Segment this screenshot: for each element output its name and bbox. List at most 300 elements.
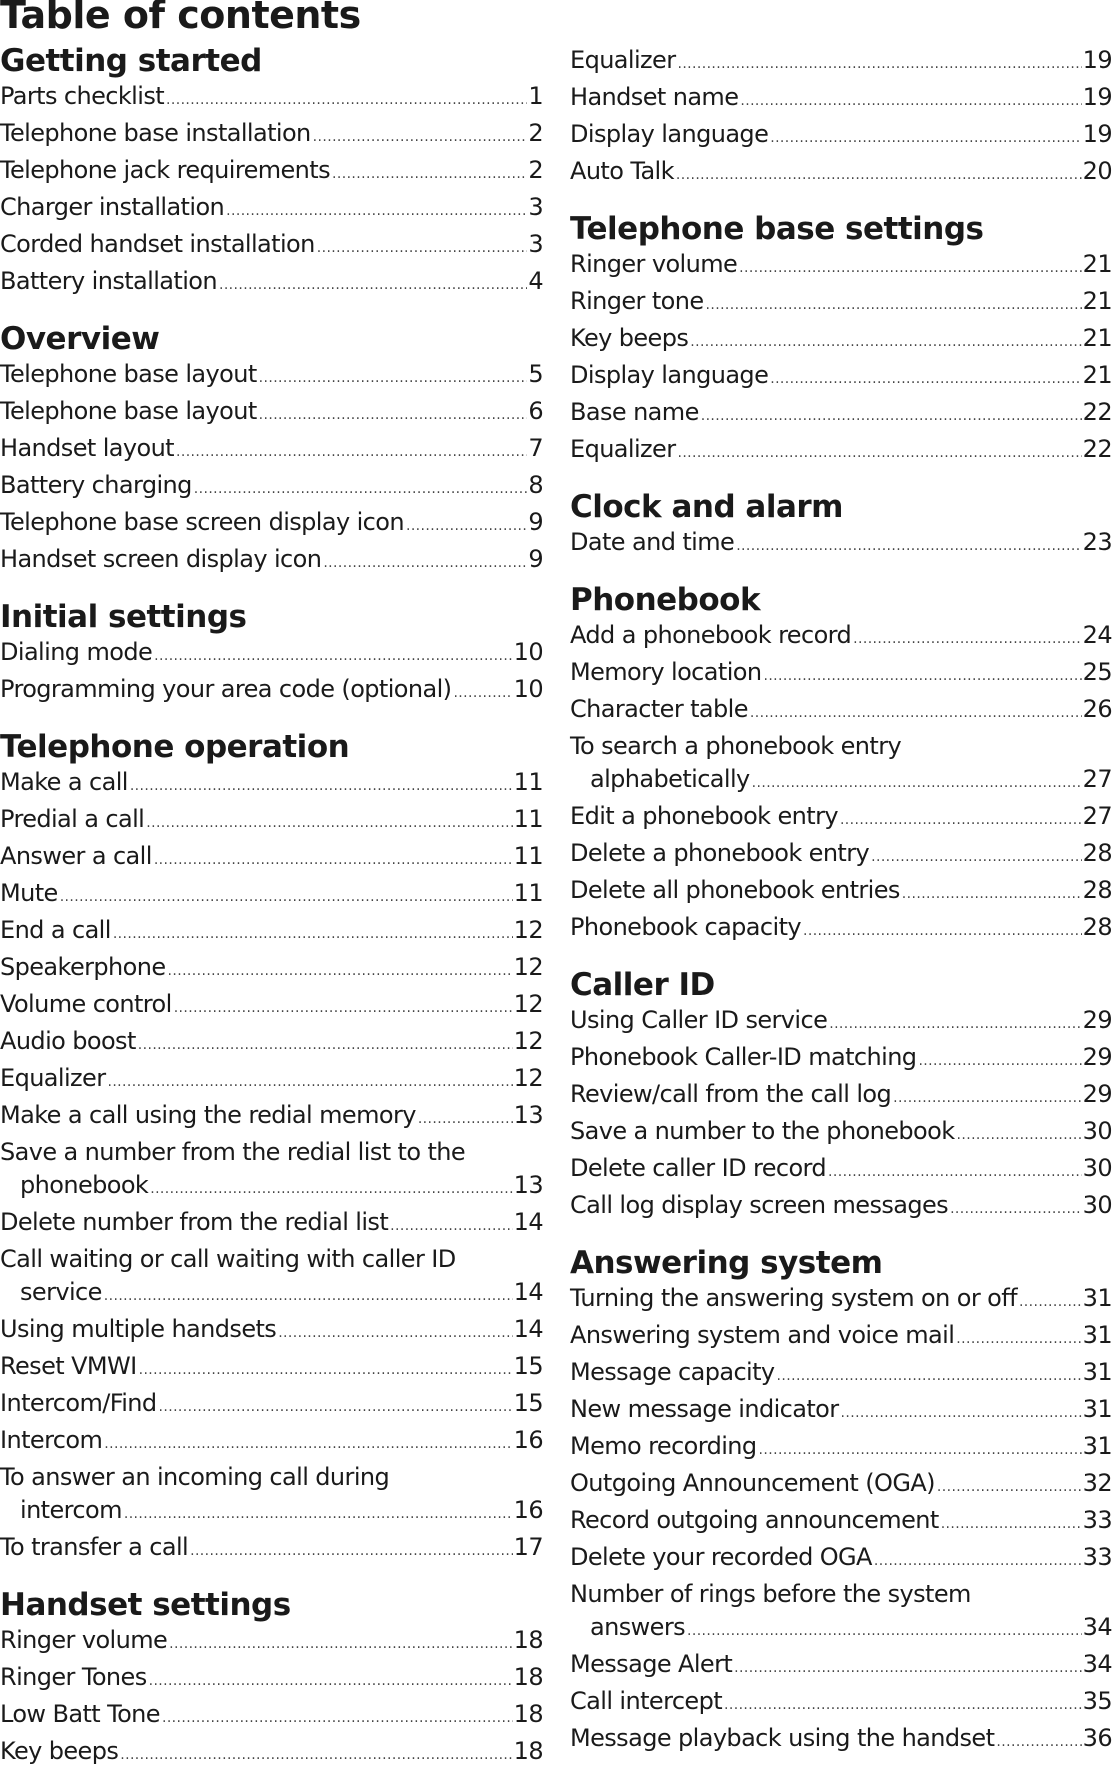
toc-column-left <box>0 42 543 1772</box>
toc-entry[interactable] <box>570 1282 1112 1319</box>
toc-page-number: 3 <box>528 230 543 258</box>
toc-entry[interactable] <box>0 80 543 117</box>
dot-leader <box>706 289 1082 322</box>
toc-entry[interactable] <box>0 1735 543 1772</box>
toc-entry[interactable] <box>0 543 543 580</box>
toc-page-number: 31 <box>1082 1432 1112 1460</box>
toc-section-handset-settings <box>0 1586 543 1772</box>
dot-leader <box>956 1323 1081 1356</box>
dot-leader <box>941 1508 1082 1541</box>
toc-entry[interactable] <box>570 1004 1112 1041</box>
toc-entry-row <box>570 1611 1112 1648</box>
toc-page-number: 11 <box>513 768 543 796</box>
toc-page-number: 19 <box>1082 120 1112 148</box>
toc-entry[interactable] <box>0 988 543 1025</box>
toc-entry-title: New message indicator <box>570 1395 839 1423</box>
toc-entry[interactable] <box>570 322 1112 359</box>
toc-entry[interactable] <box>570 1115 1112 1152</box>
toc-entry[interactable] <box>0 1698 543 1735</box>
dot-leader <box>770 363 1081 396</box>
dot-leader <box>169 1628 512 1661</box>
toc-page-number: 18 <box>513 1700 543 1728</box>
toc-entry-title: Handset screen display icon <box>0 545 322 573</box>
toc-entry[interactable] <box>0 1387 543 1424</box>
dot-leader <box>871 841 1082 874</box>
toc-page-number: 35 <box>1082 1687 1112 1715</box>
toc-entry-title: Ringer volume <box>0 1626 168 1654</box>
toc-entry[interactable] <box>0 265 543 302</box>
dot-leader <box>406 510 527 543</box>
dot-leader <box>770 122 1081 155</box>
toc-entry-title: Telephone base screen display icon <box>0 508 404 536</box>
toc-entry-title: Number of rings before the system <box>570 1580 971 1608</box>
toc-entry[interactable] <box>0 1025 543 1062</box>
toc-entry[interactable] <box>570 911 1112 948</box>
toc-entry[interactable] <box>0 358 543 395</box>
toc-page-number: 11 <box>513 805 543 833</box>
toc-entry-title: Reset VMWI <box>0 1352 137 1380</box>
toc-entry-title: Intercom/Find <box>0 1389 157 1417</box>
toc-entry-title: Answering system and voice mail <box>570 1321 955 1349</box>
toc-page-number: 28 <box>1082 839 1112 867</box>
dot-leader <box>734 1652 1082 1685</box>
toc-entry-title: Ringer Tones <box>0 1663 147 1691</box>
toc-entry-title: Equalizer <box>570 435 676 463</box>
toc-page-number: 27 <box>1082 802 1112 830</box>
toc-entry-title: Delete number from the redial list <box>0 1208 389 1236</box>
toc-page-number: 17 <box>513 1533 543 1561</box>
dot-leader <box>937 1471 1082 1504</box>
toc-entry-title: Corded handset installation <box>0 230 315 258</box>
toc-entry[interactable] <box>0 803 543 840</box>
toc-entry-title: Auto Talk <box>570 157 674 185</box>
toc-page-number: 28 <box>1082 913 1112 941</box>
toc-page-number: 19 <box>1082 83 1112 111</box>
toc-page-number: 28 <box>1082 876 1112 904</box>
dot-leader <box>174 992 513 1025</box>
toc-page-number: 34 <box>1082 1650 1112 1678</box>
toc-entry-title: Display language <box>570 361 769 389</box>
dot-leader <box>259 362 528 395</box>
toc-page-number: 13 <box>513 1171 543 1199</box>
toc-entry[interactable] <box>570 248 1112 285</box>
dot-leader <box>677 437 1081 470</box>
toc-entry[interactable] <box>570 1152 1112 1189</box>
toc-entry-row <box>0 1494 543 1531</box>
toc-page-number: 19 <box>1082 46 1112 74</box>
toc-entry[interactable] <box>0 673 543 710</box>
toc-entry[interactable] <box>570 730 1112 800</box>
toc-page-number: 29 <box>1082 1043 1112 1071</box>
dot-leader <box>278 1317 512 1350</box>
toc-entry[interactable] <box>0 1099 543 1136</box>
toc-entry[interactable] <box>570 433 1112 470</box>
dot-leader <box>740 85 1081 118</box>
section-heading: Overview <box>0 321 160 357</box>
toc-page-number: 2 <box>528 119 543 147</box>
toc-entry[interactable] <box>570 1541 1112 1578</box>
dot-leader <box>149 1665 513 1698</box>
toc-page-number: 20 <box>1082 157 1112 185</box>
dot-leader <box>724 1689 1082 1722</box>
toc-page-number: 31 <box>1082 1358 1112 1386</box>
toc-section-answering-system <box>570 1244 1112 1759</box>
toc-entry-row <box>570 763 1112 800</box>
toc-entry[interactable] <box>0 1424 543 1461</box>
dot-leader <box>120 1739 512 1772</box>
toc-page-number: 21 <box>1082 250 1112 278</box>
toc-page-number: 29 <box>1082 1006 1112 1034</box>
dot-leader <box>176 436 527 469</box>
toc-page-number: 2 <box>528 156 543 184</box>
toc-entry[interactable] <box>0 432 543 469</box>
toc-entry-title: Save a number to the phonebook <box>570 1117 955 1145</box>
toc-entry-title: Parts checklist <box>0 82 165 110</box>
toc-page-number: 32 <box>1082 1469 1112 1497</box>
toc-page-number: 15 <box>513 1352 543 1380</box>
toc-page-number: 10 <box>513 675 543 703</box>
toc-page-number: 12 <box>513 1027 543 1055</box>
toc-entry-title: Handset layout <box>0 434 174 462</box>
toc-entry-title: Using multiple handsets <box>0 1315 277 1343</box>
toc-column-right <box>570 44 1112 1759</box>
toc-entry-title: Predial a call <box>0 805 145 833</box>
dot-leader <box>1019 1286 1082 1319</box>
toc-entry-title: Battery charging <box>0 471 192 499</box>
toc-entry[interactable] <box>0 636 543 673</box>
toc-entry-title: Call waiting or call waiting with caller ID <box>0 1245 456 1273</box>
dot-leader <box>453 677 512 710</box>
dot-leader <box>317 232 528 265</box>
toc-page-number: 31 <box>1082 1321 1112 1349</box>
toc-entry-title: Phonebook capacity <box>570 913 801 941</box>
toc-entry-title: Ringer tone <box>570 287 704 315</box>
toc-page-number: 30 <box>1082 1154 1112 1182</box>
dot-leader <box>690 326 1081 359</box>
toc-entry-title: Volume control <box>0 990 172 1018</box>
toc-entry[interactable] <box>570 1685 1112 1722</box>
dot-leader <box>154 844 513 877</box>
toc-entry-title: Display language <box>570 120 769 148</box>
toc-entry[interactable] <box>570 44 1112 81</box>
toc-entry-title: intercom <box>20 1496 122 1524</box>
dot-leader <box>950 1193 1082 1226</box>
toc-entry-title: Programming your area code (optional) <box>0 675 452 703</box>
toc-entry[interactable] <box>0 1206 543 1243</box>
toc-entry-title: Message playback using the handset <box>570 1724 995 1752</box>
toc-entry[interactable] <box>570 1078 1112 1115</box>
toc-page-number: 14 <box>513 1278 543 1306</box>
toc-section-getting-started <box>0 42 543 302</box>
toc-entry-title: service <box>20 1278 102 1306</box>
toc-page-number: 16 <box>513 1426 543 1454</box>
toc-entry[interactable] <box>570 619 1112 656</box>
toc-entry-title: Answer a call <box>0 842 152 870</box>
dot-leader <box>154 640 513 673</box>
toc-page-number: 11 <box>513 879 543 907</box>
dot-leader <box>739 252 1081 285</box>
toc-entry-title: Intercom <box>0 1426 103 1454</box>
toc-entry[interactable] <box>570 1430 1112 1467</box>
toc-entry[interactable] <box>570 155 1112 192</box>
dot-leader <box>168 955 513 988</box>
dot-leader <box>418 1103 513 1136</box>
toc-entry-title: Key beeps <box>0 1737 119 1765</box>
toc-entry-title: To answer an incoming call during <box>0 1463 390 1491</box>
toc-page-number: 12 <box>513 990 543 1018</box>
section-heading: Clock and alarm <box>570 489 843 525</box>
toc-entry[interactable] <box>570 1319 1112 1356</box>
toc-entry[interactable] <box>570 1578 1112 1648</box>
toc-entry-title: Dialing mode <box>0 638 153 666</box>
dot-leader <box>803 915 1082 948</box>
toc-page-number: 31 <box>1082 1395 1112 1423</box>
toc-entry-title: Delete caller ID record <box>570 1154 827 1182</box>
toc-entry[interactable] <box>0 1531 543 1568</box>
toc-entry-row <box>0 1276 543 1313</box>
toc-entry[interactable] <box>570 1467 1112 1504</box>
dot-leader <box>752 767 1082 800</box>
toc-entry-row <box>0 1169 543 1206</box>
toc-entry[interactable] <box>570 1648 1112 1685</box>
toc-entry-title: alphabetically <box>590 765 750 793</box>
dot-leader <box>138 1029 513 1062</box>
toc-entry[interactable] <box>0 1243 543 1313</box>
dot-leader <box>750 697 1082 730</box>
toc-page-number: 22 <box>1082 398 1112 426</box>
toc-entry[interactable] <box>570 359 1112 396</box>
toc-entry-title: Make a call using the redial memory <box>0 1101 416 1129</box>
toc-section-overview <box>0 320 543 580</box>
toc-entry[interactable] <box>0 1062 543 1099</box>
dot-leader <box>104 1280 513 1313</box>
toc-entry[interactable] <box>570 1356 1112 1393</box>
toc-page-number: 11 <box>513 842 543 870</box>
toc-page-number: 7 <box>528 434 543 462</box>
toc-entry[interactable] <box>0 506 543 543</box>
toc-entry[interactable] <box>0 469 543 506</box>
toc-section-telephone-operation <box>0 728 543 1568</box>
toc-entry-title: Low Batt Tone <box>0 1700 160 1728</box>
toc-page-number: 27 <box>1082 765 1112 793</box>
toc-entry-title: Audio boost <box>0 1027 136 1055</box>
dot-leader <box>323 547 527 580</box>
dot-leader <box>104 1428 512 1461</box>
section-heading: Caller ID <box>570 967 715 1003</box>
toc-entry[interactable] <box>570 1504 1112 1541</box>
toc-entry[interactable] <box>0 951 543 988</box>
toc-entry[interactable] <box>0 1350 543 1387</box>
dot-leader <box>840 804 1082 837</box>
toc-page-number: 33 <box>1082 1543 1112 1571</box>
toc-entry[interactable] <box>570 285 1112 322</box>
toc-page-number: 24 <box>1082 621 1112 649</box>
toc-entry[interactable] <box>0 1461 543 1531</box>
toc-page-number: 4 <box>528 267 543 295</box>
toc-entry-title: Telephone base layout <box>0 397 257 425</box>
toc-entry-title: End a call <box>0 916 111 944</box>
dot-leader <box>159 1391 513 1424</box>
toc-entry[interactable] <box>570 396 1112 433</box>
dot-leader <box>107 1066 512 1099</box>
toc-page-number: 34 <box>1082 1613 1112 1641</box>
dot-leader <box>139 1354 513 1387</box>
toc-entry[interactable] <box>0 1313 543 1350</box>
dot-leader <box>677 48 1081 81</box>
dot-leader <box>150 1173 512 1206</box>
toc-page-number: 26 <box>1082 695 1112 723</box>
toc-entry-title: Delete all phonebook entries <box>570 876 900 904</box>
page-title: Table of contents <box>0 0 361 37</box>
toc-entry-title: Equalizer <box>0 1064 106 1092</box>
toc-entry[interactable] <box>570 526 1112 563</box>
toc-page-number: 30 <box>1082 1117 1112 1145</box>
toc-entry-title: Telephone jack requirements <box>0 156 331 184</box>
toc-entry[interactable] <box>0 766 543 803</box>
toc-entry-title: Add a phonebook record <box>570 621 852 649</box>
toc-entry[interactable] <box>570 837 1112 874</box>
toc-page-number: 13 <box>513 1101 543 1129</box>
dot-leader <box>130 770 513 803</box>
toc-entry-title: Review/call from the call log <box>570 1080 892 1108</box>
toc-entry-title: Save a number from the redial list to the <box>0 1138 466 1166</box>
section-heading: Handset settings <box>0 1587 291 1623</box>
dot-leader <box>259 399 528 432</box>
toc-entry[interactable] <box>0 228 543 265</box>
toc-section-caller-id <box>570 966 1112 1226</box>
toc-entry[interactable] <box>570 1393 1112 1430</box>
toc-entry[interactable] <box>570 81 1112 118</box>
toc-page-number: 18 <box>513 1626 543 1654</box>
toc-entry-title: answers <box>590 1613 685 1641</box>
toc-page-number: 18 <box>513 1663 543 1691</box>
toc-entry[interactable] <box>570 1041 1112 1078</box>
dot-leader <box>918 1045 1081 1078</box>
toc-page-number: 22 <box>1082 435 1112 463</box>
toc-entry-title: Delete your recorded OGA <box>570 1543 872 1571</box>
toc-entry[interactable] <box>0 191 543 228</box>
toc-entry-title: Phonebook Caller-ID matching <box>570 1043 917 1071</box>
dot-leader <box>902 878 1082 911</box>
toc-page-number: 30 <box>1082 1191 1112 1219</box>
toc-entry-title: Key beeps <box>570 324 689 352</box>
dot-leader <box>957 1119 1082 1152</box>
toc-entry[interactable] <box>570 874 1112 911</box>
toc-entry-title: To search a phonebook entry <box>570 732 902 760</box>
toc-entry[interactable] <box>0 1661 543 1698</box>
toc-section-initial-settings <box>0 598 543 710</box>
toc-entry-title: Telephone base layout <box>0 360 257 388</box>
dot-leader <box>701 400 1082 433</box>
toc-page-number: 33 <box>1082 1506 1112 1534</box>
toc-page-number: 6 <box>528 397 543 425</box>
toc-page-number: 12 <box>513 916 543 944</box>
toc-entry[interactable] <box>0 117 543 154</box>
dot-leader <box>829 1008 1081 1041</box>
dot-leader <box>763 660 1081 693</box>
dot-leader <box>226 195 527 228</box>
toc-entry-title: Telephone base installation <box>0 119 311 147</box>
toc-entry[interactable] <box>0 840 543 877</box>
toc-entry[interactable] <box>570 118 1112 155</box>
toc-entry-title: Call log display screen messages <box>570 1191 949 1219</box>
toc-page-number: 9 <box>528 545 543 573</box>
toc-section-telephone-base-settings <box>570 210 1112 470</box>
toc-entry[interactable] <box>0 914 543 951</box>
toc-entry[interactable] <box>570 656 1112 693</box>
section-heading: Answering system <box>570 1245 883 1281</box>
dot-leader <box>332 158 527 191</box>
toc-entry[interactable] <box>570 693 1112 730</box>
toc-entry[interactable] <box>0 154 543 191</box>
toc-entry-title: Using Caller ID service <box>570 1006 828 1034</box>
dot-leader <box>853 623 1082 656</box>
dot-leader <box>874 1545 1082 1578</box>
toc-entry-title: Equalizer <box>570 46 676 74</box>
toc-entry[interactable] <box>0 1624 543 1661</box>
toc-page-number: 23 <box>1082 528 1112 556</box>
dot-leader <box>777 1360 1082 1393</box>
toc-section-clock-and-alarm <box>570 488 1112 563</box>
toc-entry-title: Base name <box>570 398 699 426</box>
toc-page-number: 25 <box>1082 658 1112 686</box>
toc-entry-title: Memory location <box>570 658 762 686</box>
toc-page-number: 36 <box>1082 1724 1112 1752</box>
toc-entry-title: phonebook <box>20 1171 149 1199</box>
toc-page-number: 8 <box>528 471 543 499</box>
toc-page-number: 29 <box>1082 1080 1112 1108</box>
toc-page-number: 12 <box>513 1064 543 1092</box>
section-heading: Phonebook <box>570 582 761 618</box>
toc-entry-title: Memo recording <box>570 1432 757 1460</box>
toc-entry[interactable] <box>0 1136 543 1206</box>
dot-leader <box>687 1615 1082 1648</box>
toc-page-number: 15 <box>513 1389 543 1417</box>
toc-page-number: 21 <box>1082 287 1112 315</box>
toc-entry-title: Speakerphone <box>0 953 166 981</box>
toc-entry-title: Handset name <box>570 83 739 111</box>
toc-page-number: 9 <box>528 508 543 536</box>
dot-leader <box>841 1397 1082 1430</box>
toc-entry-title: Mute <box>0 879 58 907</box>
toc-entry-title: To transfer a call <box>0 1533 189 1561</box>
toc-entry-title: Character table <box>570 695 748 723</box>
toc-entry-title: Make a call <box>0 768 128 796</box>
toc-page-number: 10 <box>513 638 543 666</box>
toc-entry-title: Message Alert <box>570 1650 733 1678</box>
toc-entry-title: Record outgoing announcement <box>570 1506 939 1534</box>
toc-entry-title: Date and time <box>570 528 735 556</box>
toc-entry[interactable] <box>570 1722 1112 1759</box>
toc-entry[interactable] <box>570 800 1112 837</box>
section-heading: Initial settings <box>0 599 247 635</box>
toc-section-continued <box>570 44 1112 192</box>
toc-page-number: 18 <box>513 1737 543 1765</box>
dot-leader <box>194 473 528 506</box>
dot-leader <box>736 530 1081 563</box>
toc-page-number: 1 <box>528 82 543 110</box>
dot-leader <box>828 1156 1082 1189</box>
toc-entry-title: Message capacity <box>570 1358 775 1386</box>
toc-entry[interactable] <box>570 1189 1112 1226</box>
dot-leader <box>759 1434 1082 1467</box>
dot-leader <box>166 84 527 117</box>
toc-entry[interactable] <box>0 877 543 914</box>
toc-entry-title: Edit a phonebook entry <box>570 802 838 830</box>
section-heading: Telephone operation <box>0 729 350 765</box>
toc-entry-title: Outgoing Announcement (OGA) <box>570 1469 935 1497</box>
toc-entry[interactable] <box>0 395 543 432</box>
